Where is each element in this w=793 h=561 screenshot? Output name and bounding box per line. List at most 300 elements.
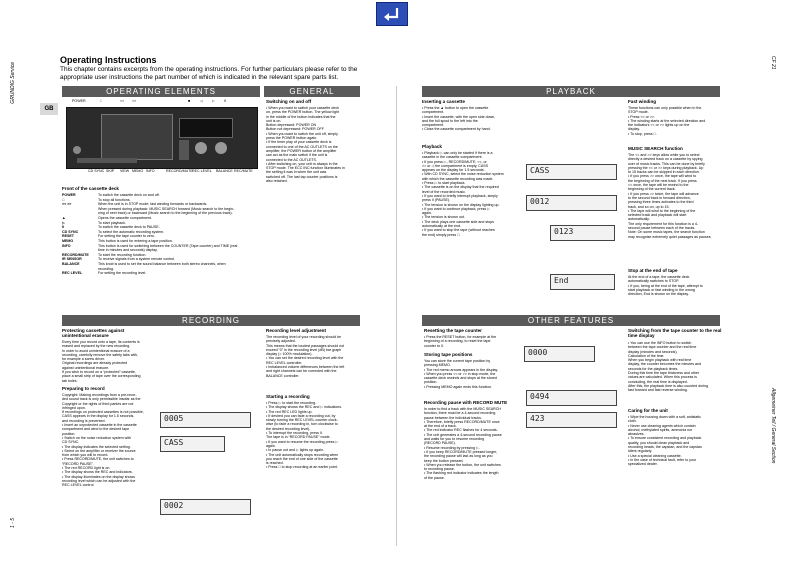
gb-badge: GB [40,103,58,115]
label-rec-level: REC LEVEL [192,169,212,173]
text-line: and recording is prevented. [62,418,106,423]
text-line: • Never use cleaning agents which contain [628,423,696,428]
rec-level-heading: Recording level adjustment [266,328,326,333]
text-line: between the tape counter and the real time [628,345,697,350]
return-arrow-icon [377,3,407,25]
text-line: recording level which can be adjusted with the [62,478,136,483]
text-line: • If you keep RECORD/MUTE pressed longer, [424,449,498,454]
text-line: display. [628,127,640,132]
text-line: • Press □ to stop recording at an earlier point. [266,465,339,470]
text-line: automatically at the end. [422,224,461,229]
element-description: When the unit is in STOP mode: fast winding forwards or backwards. [98,202,208,207]
text-line: • The display shows the REC and ▷ indications. [266,405,343,410]
element-description: To receive signals from a system remote control. [98,257,176,262]
cassette-deck-illustration [66,107,258,169]
element-description: This button is used for entering a tape position. [98,238,173,243]
text-line: place a small strip of tape over the corresponding [62,374,141,379]
text-line: Copyright: Making recordings from a pre-recor- [62,393,137,397]
side-label-left-bottom: 1 - 5 [10,518,16,529]
text-line: • The unit automatically stops recording when [266,452,339,457]
text-line: pressing MEMO. [424,363,451,368]
text-line: exceed “0” in the recording level (dB) bar graph [266,347,342,352]
record-mute-text [424,407,524,480]
element-description: ning of next track) or backward (Music search to the beginning of the previous track). [98,211,233,216]
text-line: alcohol, methylated spirits, ammonia nor [628,427,693,432]
element-description: To switch the cassette deck on and off. [98,193,160,197]
text-line: direction, End is shown on the display. [628,292,689,297]
text-line: • Imbalanced volume differences between the left [266,365,345,370]
text-line: • The display indicates the selected setting. [62,444,131,449]
text-line: When you begin playback with real time [628,358,692,363]
label-rewind: << [120,99,125,103]
text-line: seconds for the playback times. [628,366,679,371]
text-line: (RECORD PAUSE). [424,441,456,446]
text-line: the beginning of the next track. If you press [628,178,697,183]
text-line: also retained. [266,179,288,184]
element-description: For setting the recording level. [98,271,147,276]
text-line: can act as the main switch if the unit is [266,153,328,158]
general-heading: Switching on and off [266,99,312,104]
text-line: wise (to fade a recording in, turn clockwise to [266,422,338,427]
text-line: CD SYNC. [62,440,80,445]
text-line: ded sound track is only permissible insofar as the [62,397,141,402]
text-line: • Insert the cassette, with the open side down, [422,114,496,119]
text-line: fast forward and fast reverse winding. [628,388,688,393]
text-line: • The red REC LED lights up. [266,409,313,414]
text-line: • If you want to briefly interrupt playback, simply [422,193,498,198]
text-line: • The unit generates a 4-second recording pause [424,432,502,437]
other-lcd-2: 0494 [526,390,617,406]
text-line: for example a screw driver. [62,357,105,362]
element-description: This button is used for switching between the COUNTER (Tape counter) and TIME (real [98,243,238,248]
text-line: press II (PAUSE). [422,198,451,203]
text-line: • Playback ▷ can only be started if there is a [422,151,493,155]
text-line: • If you press >> twice, the tape will advance [628,191,699,196]
rec-lcd-3: 0002 [160,499,251,515]
deck-power-button [73,146,81,154]
deck-knob-balance [195,142,207,154]
text-line: display (= 100% modulation). [266,352,313,357]
text-line: The only requirement for this function is a 4- [628,221,699,226]
intro-line-2: appropriate user instructions the part number of which is indicated in the relevant spare parts list. [60,74,339,81]
text-line: pause between the individual tracks. [424,415,482,420]
text-line: directly a desired track on a cassette by spying [628,157,703,162]
label-info: INFO [146,169,155,173]
deck-transport-buttons [179,140,189,160]
element-key: ▷ [62,220,65,225]
text-line: slowly turning the REC LEVEL counter clock- [266,418,338,423]
element-description: To start the recording function. [98,252,147,257]
text-line: position. [62,431,76,436]
text-line: • With CD SYNC, select the noise reduction system [422,172,504,177]
text-line: abrasives. [628,432,645,437]
text-line: at the end of a track. [424,424,457,429]
text-line: After this, the playback time is also counted during [628,383,709,388]
label-memo: MEMO [132,169,144,173]
record-mute-heading: Recording pause with RECORD MUTE [424,400,508,405]
storing-positions-heading: Storing tape positions [424,352,473,357]
element-key: MEMO [62,238,74,243]
text-line: position. [424,380,438,385]
text-line: recording, carefully remove the safety tabs with, [62,352,139,357]
text-line: selected track and playback will start [628,213,687,218]
label-eject: ◁ [200,99,203,103]
front-of-deck-heading: Front of the cassette deck [62,186,119,191]
text-line: infringed upon. [62,405,86,410]
lcd-display-end: End [550,274,615,290]
table-row [62,271,260,276]
text-line: pressing three times activates to the third [628,200,694,205]
text-line: • If you, being at the end of the tape, attempt to [628,283,703,288]
caring-heading: Caring for the unit [628,408,668,413]
element-description: To select the automatic recording system. [98,229,165,234]
text-line: • To ensure consistent recording and playback [628,436,702,441]
element-key: CD SYNC [62,229,79,234]
text-line: • The display illuminates on the display shows [62,474,135,479]
element-key: RECORD/MUTE [62,252,89,257]
text-line: Button not depressed: POWER OFF [266,127,324,132]
text-line: press the POWER button again. [266,136,318,141]
text-line: • Press ▷ to start playback. [422,181,466,186]
side-label-right-bottom: Allgemeiner Teil / General Section [770,388,776,464]
text-line: Note: On some music tapes, the search function [628,230,705,235]
prepare-text [62,393,160,488]
text-line: These functions can only possible when in the [628,106,702,110]
text-line: level of the recorded music. [422,189,466,194]
text-line: • Press ▷ to start the recording. [266,401,317,405]
text-line: the setting it was in when the unit was [266,170,327,175]
page-title: Operating Instructions [60,55,157,65]
text-line: • Press the ▲ button to open the cassette [422,106,489,110]
reset-counter-heading: Resetting the tape counter [424,328,482,333]
music-search-text [628,153,724,239]
label-view: VIEW [120,169,130,173]
section-playback: PLAYBACK [422,86,720,97]
rec-lcd-1: 0005 [160,412,251,428]
protect-text [62,340,158,383]
text-line: connected to the AC OUTLETS. [266,157,317,162]
insert-cassette-text [422,106,522,132]
text-line: and the full spool to the left into the [422,118,478,123]
text-line: concluding, the real time is displayed. [628,379,688,384]
general-text [266,106,362,183]
element-key: RESET [62,234,74,239]
text-line: from which you will to record. [62,453,109,458]
text-line: over of music tracks. This can be done by briefly [628,161,705,166]
text-line: • The red RECORD light is on. [62,466,111,471]
start-recording-heading: Starting a recording [266,394,310,399]
playback-heading: Playback [422,144,442,149]
rec-level-text [266,335,362,378]
text-line: automatically. [628,217,650,222]
text-line: • The red indicator REC flashes for 4 seconds. [424,428,498,433]
other-lcd-3: 423 [526,412,617,428]
deck-display [179,118,233,138]
text-line: start playback or fast winding in the wrong [628,287,695,292]
text-line: keep the button pressed. [424,458,464,463]
text-line: • Pressing MEMO again ends this function. [424,384,493,389]
element-key: POWER [62,193,76,197]
text-line: the end) simply press □. [422,232,461,237]
text-line: • If you want to resume the recording press ▷ [266,439,339,444]
text-line: idlers regularly. [628,449,653,454]
fast-winding-heading: Fast winding [628,99,657,104]
text-line: • Wipe the housing down with a soft, antistatic [628,415,701,419]
text-line: again. [422,211,432,216]
label-play: ▷ [212,99,215,103]
text-line: function, there must be a 4-second recording [424,411,496,416]
text-line: quality, you should clean playback and [628,440,690,445]
text-line: • The flashing red indicator indicates the length [424,471,499,476]
text-line: • If the timer play of your cassette deck is [266,140,332,145]
label-balance: BALANCE [216,169,233,173]
text-line: the desired recording level). [266,426,311,431]
label-skip: SKIP [106,169,115,173]
text-line: The tape is in “RECORD PAUSE” mode. [266,435,331,440]
fast-winding-text [628,106,724,136]
text-line: • Resume recording by pressing ▷. [424,445,480,450]
text-line: • To stop, press □. [628,131,657,136]
caring-text [628,415,724,467]
text-line: If recordings on protected cassettes is not possible, [62,410,144,415]
deck-knob-level [215,142,227,154]
text-line: In order to find a track with the MUSIC SEARCH [424,407,501,411]
text-line: • When you press << or >> in stop mode, the [424,371,496,376]
element-key: << >> [62,202,72,207]
intro-line-1: This chapter contains excerpts from the operating instructions. For further particulars please refer to the [60,66,358,73]
text-line: and waits for you to resume recording [424,437,485,442]
text-line: • The display shows the REC and indicators. [62,470,133,475]
text-line: During this time the tape thickness and other [628,371,700,376]
deck-bottom-labels [70,169,260,175]
text-line: to 15 tracks can be skipped in each direction. [628,170,700,175]
text-line: REC LEVEL controller. [266,360,303,365]
text-line: the indicators << or >> lights up on the [628,123,690,128]
text-line: may recognise extremely quiet passages as pauses. [628,234,712,239]
text-line: • The tape will wind to the beginning of the [628,208,696,213]
text-line: BALANCE controller. [266,373,300,378]
text-line: • If you press >> once, the tape will wind to [628,174,697,179]
lcd-display-counter-2: 0123 [550,225,615,241]
text-line: REC LEVEL control. [62,483,95,488]
text-line: with which the cassette recording was made. [422,176,494,181]
text-line: • When you want to switch your cassette deck [266,106,339,110]
side-label-right-top: CF 21 [770,56,776,70]
text-line: in the middle of the button indicates that the [266,114,336,119]
element-key: II [62,225,64,230]
text-line: • The winding starts at the selected direction and [628,118,706,123]
text-line: Original recordings are already protected [62,361,128,366]
text-line: STOP mode. [628,110,649,115]
element-key: BALANCE [62,261,80,266]
text-line: >> or ◁ the compartment is empty, CASS [422,163,489,168]
text-line: • If you want to stop the tape (without reaches [422,228,495,233]
text-line: • After switching on, your unit is always in the [266,161,338,166]
playback-text [422,151,522,237]
text-line: switched off. The last tap counter positions is [266,174,338,179]
elements-table [62,193,260,311]
rec-lcd-2: CASS [160,436,225,452]
text-line: The recording level of your recording should be [266,335,342,339]
element-description: time in minutes and seconds) display. [98,248,158,253]
text-line: cassette in the cassette compartment. [422,155,483,160]
text-line: “RECORD PAUSE”. [62,461,94,466]
text-line: again. [266,443,276,448]
element-key: ▲ [62,215,66,220]
lcd-display-counter-1: 0012 [526,195,617,211]
element-description: When pressed during playback: MUSIC SEARCH forward (Music search to the begin- [98,206,235,211]
text-line: • When you want to switch the unit off, simply [266,131,338,136]
text-line: In order to avoid unintentional erasure of a [62,348,130,353]
return-button[interactable] [376,2,408,26]
label-stop: □ [100,99,103,103]
text-line: cassette deck rewinds and stops at the stored [424,376,497,381]
text-line: • In the case of technical fault, refer to your [628,457,697,462]
text-line: track, and so on, up to 15. [628,204,670,209]
text-line: This means that the loudest passages should not [266,343,345,348]
text-line: You can store the current tape position by [424,359,491,363]
text-line: beginning of a recording, to reset the tape [424,339,491,344]
text-line: Calculation of the time [628,353,664,358]
text-line: recording heads, the capstan, and the capstan [628,445,702,450]
text-line: • You can set the desired recording level with the [266,356,344,361]
prepare-heading: Preparing to record [62,386,105,391]
text-line: • Press << or >>. [628,114,656,119]
text-line: STOP mode. The ECC INC function illuminates in [266,166,345,171]
text-line: automatically switches to STOP. [628,279,679,284]
text-line: appears on the display for 1.5 seconds. [422,168,485,173]
text-line: • In pause out and ▷ lights up again. [266,448,324,453]
text-line: second pause between each of the tracks. [628,226,696,231]
section-general: GENERAL [264,86,360,97]
text-line: display (minutes and seconds). [628,349,678,354]
side-label-left-top: GRUNDIG Service [10,62,16,104]
storing-positions-text [424,359,520,389]
other-lcd-1: 0000 [524,346,595,362]
label-cd-sync: CD SYNC [88,169,105,173]
element-key: REC LEVEL [62,271,83,276]
text-line: • Press RECORD/MUTE, the unit switches to [62,457,134,462]
element-description: recording. [98,266,114,271]
text-line: • The tension is shown out. [422,215,465,220]
text-line: to the second track in forward direction, [628,195,691,200]
text-line: • When you release the button, the unit switches [424,462,501,467]
element-description: To start playback. [98,220,126,225]
text-line: tab holes. [62,378,78,383]
text-line: Every time you record onto a tape, its contents is [62,340,140,344]
text-line: beginning of the current track. [628,187,676,192]
text-line: • If you want to continue playback, press ▷ [422,206,490,211]
element-description: To switch the cassette deck to PAUSE. [98,225,160,230]
text-line: • The red memo arrows appears in the display. [424,367,499,372]
text-line: of the pause. [424,475,445,480]
text-line: • You can use the INFO button to switch [628,341,692,345]
text-line: precisely adjusted. [266,339,296,344]
label-forward: >> [132,99,137,103]
section-recording: RECORDING [62,315,360,326]
text-line: is reached. [266,461,284,466]
text-line: and right channels can be corrected with the [266,369,337,374]
center-divider [396,86,397,546]
label-power: POWER [72,99,86,103]
text-line: At the end of a tape, the cassette deck [628,275,690,279]
text-line: • The tension is shown on the display lighting up. [422,202,500,207]
text-line: against unintentional erasure. [62,365,110,370]
text-line: • Switch on the noise reduction system with [62,435,131,440]
label-record-mute: RECORD/MUTE [166,169,193,173]
text-line: • Press the RESET button, for example at the [424,335,497,339]
text-line: CASS appears in the display for 1.5 seconds, [62,414,135,419]
music-search-heading: MUSIC SEARCH function [628,146,683,151]
text-line: • The cassette is on the display that the required [422,185,499,190]
reset-counter-text [424,335,520,348]
text-line: pressing the << or >> keys during playback. Up [628,165,704,170]
text-line: compartment. [422,110,444,115]
text-line: the recording pause will last as long as you [424,454,493,459]
element-description: This knob is used to set the sound balance between both stereo channels, when [98,261,226,266]
text-line: • Therefore, briefly press RECORD/MUTE once [424,419,500,424]
text-line: << once, the tape will be rewind to the [628,183,689,188]
text-line: If you wish to record on a “protected” cassette, [62,370,136,375]
element-key: INFO [62,243,71,248]
text-line: values are calculated. When this process is [628,375,697,380]
element-key: □ [62,197,65,202]
text-line: • If desired you can fade a recording out, by [266,413,336,418]
deck-top-labels [70,99,250,105]
text-line: counter to 0. [424,343,444,348]
text-line: • Use a special cleaning cassette. [628,453,682,458]
text-line: display, the counter becomes the minutes and [628,362,702,367]
text-line: erased and replaced by the new recording. [62,344,131,349]
deck-cassette-door [101,114,173,160]
text-line: specialized dealer. [628,462,658,467]
text-line: • Close the cassette compartment by hand. [422,127,491,132]
label-pause: II [224,99,226,103]
text-line: connected to one of the AC OUTLETS on the [266,144,338,149]
label-record-stop: ■ [188,99,191,103]
stop-end-text [628,275,724,296]
text-line: compartment. [422,123,444,128]
lcd-display-cass: CASS [526,164,617,180]
text-line: you reach the end of one side of the cassette [266,456,338,461]
protect-heading: Protecting cassettes against unintentional erasure [62,328,125,339]
text-line: Copyright or the rights of third parties are not [62,401,134,406]
text-line: Button depressed: POWER ON [266,123,317,128]
label-rec-mute: REC/MUTE [234,169,253,173]
section-operating-elements: OPERATING ELEMENTS [62,86,260,97]
insert-cassette-heading: Inserting a cassette [422,99,465,104]
text-line: • Select on the amplifier or receiver the source [62,448,136,453]
element-description: To stop all functions. [98,197,131,202]
text-line: • If you press ▷, RECORD/MUTE, <<, or [422,159,487,164]
text-line: compartment and wind to the desired tape [62,427,130,432]
element-description: For setting the tape counter to zero. [98,234,155,239]
start-recording-text [266,401,362,470]
stop-end-heading: Stop at the end of tape [628,268,678,273]
text-line: • The deck plays one cassette side and stops [422,219,494,224]
text-line: The << and >> keys allow while you to select [628,153,700,157]
deck-sub-buttons [77,158,137,163]
text-line: cloth. [628,419,637,424]
section-other-features: OTHER FEATURES [422,315,720,326]
text-line: amplifier, the POWER button of the amplifier [266,148,337,153]
text-line: on, press the POWER button. The yellow light [266,110,340,115]
text-line: to recording pause. [424,467,455,472]
text-line: • To interrupt the recording, press II. [266,431,323,436]
text-line: unit is on. [266,118,282,123]
text-line: • Insert an unprotected cassette in the cassette [62,423,137,428]
switch-display-heading: Switching from the tape counter to the real time display [628,328,722,339]
